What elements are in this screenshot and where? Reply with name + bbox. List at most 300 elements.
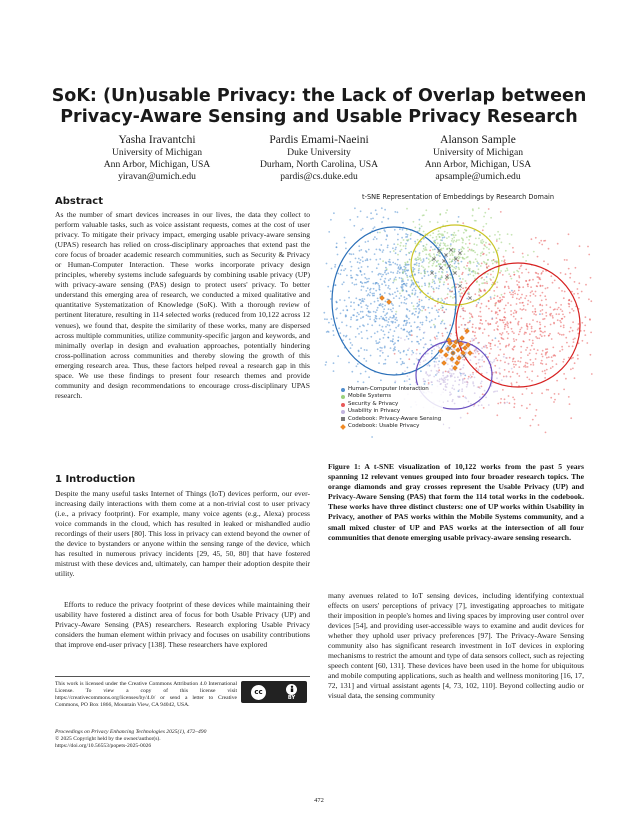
hci-point — [361, 282, 363, 284]
security-point — [533, 364, 535, 366]
security-point — [507, 325, 509, 327]
security-point — [569, 331, 571, 333]
security-point — [522, 286, 524, 288]
hci-point — [385, 239, 387, 241]
security-point — [561, 310, 563, 312]
hci-point — [368, 278, 370, 280]
hci-point — [415, 290, 417, 292]
mobile-point — [421, 225, 423, 227]
hci-point — [389, 251, 391, 253]
security-point — [583, 330, 585, 332]
hci-point — [389, 259, 391, 261]
mobile-point — [403, 245, 405, 247]
mobile-point — [496, 239, 498, 241]
security-point — [461, 292, 463, 294]
hci-point — [410, 325, 412, 327]
security-point — [504, 293, 506, 295]
mobile-point — [423, 231, 425, 233]
usability-point — [453, 388, 455, 390]
security-point — [537, 256, 539, 258]
usability-point — [478, 362, 480, 364]
security-point — [514, 399, 516, 401]
mobile-point — [452, 266, 454, 268]
security-point — [527, 328, 529, 330]
security-point — [562, 361, 564, 363]
hci-point — [388, 293, 390, 295]
hci-point — [387, 218, 389, 220]
hci-point — [410, 238, 412, 240]
security-point — [553, 401, 555, 403]
security-point — [519, 277, 521, 279]
mobile-point — [499, 234, 501, 236]
hci-point — [397, 234, 399, 236]
usability-point — [464, 396, 466, 398]
usability-point — [454, 377, 456, 379]
hci-point — [400, 295, 402, 297]
hci-point — [360, 373, 362, 375]
hci-point — [374, 332, 376, 334]
hci-point — [409, 331, 411, 333]
legend-item-usability — [341, 408, 441, 415]
security-point — [563, 334, 565, 336]
security-point — [484, 328, 486, 330]
usability-point — [505, 357, 507, 359]
hci-point — [406, 283, 408, 285]
security-point — [532, 362, 534, 364]
security-point — [530, 349, 532, 351]
hci-point — [332, 330, 334, 332]
mobile-point — [488, 252, 490, 254]
security-point — [442, 309, 444, 311]
hci-point — [383, 280, 385, 282]
paper-title-line-2: Privacy-Aware Sensing and Usable Privacy Research — [60, 107, 578, 127]
hci-point — [406, 354, 408, 356]
hci-point — [445, 256, 447, 258]
hci-point — [436, 309, 438, 311]
doi-link[interactable]: https://doi.org/10.56553/popets-2025-0026 — [55, 743, 152, 750]
usability-point — [400, 337, 402, 339]
hci-point — [365, 290, 367, 292]
security-point — [474, 335, 476, 337]
mobile-point — [402, 272, 404, 274]
hci-point — [330, 290, 332, 292]
security-point — [512, 348, 514, 350]
security-point — [510, 275, 512, 277]
mobile-point — [471, 249, 473, 251]
hci-point — [431, 353, 433, 355]
hci-point — [395, 327, 397, 329]
hci-point — [415, 308, 417, 310]
security-point — [516, 298, 518, 300]
security-point — [575, 267, 577, 269]
copyright-line: © 2025 Copyright held by the owner/author(s). — [55, 736, 161, 743]
security-point — [490, 274, 492, 276]
security-point — [582, 340, 584, 342]
hci-point — [333, 362, 335, 364]
usability-point — [484, 346, 486, 348]
author-email[interactable]: apsample@umich.edu — [435, 171, 521, 183]
security-point — [463, 310, 465, 312]
security-point — [568, 357, 570, 359]
usability-point — [452, 349, 454, 351]
security-point — [434, 305, 436, 307]
security-point — [530, 286, 532, 288]
security-point — [465, 324, 467, 326]
hci-point — [412, 289, 414, 291]
security-point — [515, 318, 517, 320]
hci-point — [402, 361, 404, 363]
hci-point — [377, 307, 379, 309]
security-point — [560, 322, 562, 324]
hci-point — [350, 275, 352, 277]
mobile-point — [484, 212, 486, 214]
author-email[interactable]: pardis@cs.duke.edu — [280, 171, 358, 183]
hci-point — [355, 297, 357, 299]
hci-point — [436, 287, 438, 289]
security-point — [481, 303, 483, 305]
hci-point — [394, 263, 396, 265]
cc-by-badge[interactable] — [241, 681, 307, 703]
usability-point — [428, 375, 430, 377]
page-number: 472 — [314, 797, 324, 804]
security-point — [506, 281, 508, 283]
security-point — [502, 274, 504, 276]
hci-point — [375, 311, 377, 313]
hci-point — [355, 279, 357, 281]
intro-heading: 1 Introduction — [55, 474, 136, 485]
usability-point — [462, 382, 464, 384]
mobile-point — [463, 290, 465, 292]
mobile-point — [454, 248, 456, 250]
security-point — [467, 413, 469, 415]
hci-point — [419, 311, 421, 313]
legend-item-mobile — [341, 393, 441, 400]
mobile-point — [410, 276, 412, 278]
security-point — [494, 344, 496, 346]
security-point — [542, 356, 544, 358]
usability-point — [419, 362, 421, 364]
hci-point — [446, 271, 448, 273]
hci-point — [429, 321, 431, 323]
hci-point — [343, 281, 345, 283]
mobile-point — [483, 226, 485, 228]
security-point — [512, 397, 514, 399]
security-point — [577, 293, 579, 295]
security-point — [522, 302, 524, 304]
hci-point — [409, 334, 411, 336]
hci-point — [385, 301, 387, 303]
hci-point — [357, 261, 359, 263]
usability-point — [461, 388, 463, 390]
mobile-point — [478, 291, 480, 293]
security-point — [446, 297, 448, 299]
security-point — [539, 304, 541, 306]
hci-point — [379, 286, 381, 288]
security-point — [544, 326, 546, 328]
hci-point — [399, 352, 401, 354]
pas-marker — [468, 296, 471, 299]
mobile-point — [436, 261, 438, 263]
security-point — [542, 285, 544, 287]
security-point — [504, 369, 506, 371]
hci-point — [414, 264, 416, 266]
security-point — [556, 313, 558, 315]
hci-point — [350, 342, 352, 344]
author-block-2 — [234, 133, 404, 184]
security-point — [504, 259, 506, 261]
usability-point — [427, 379, 429, 381]
usability-point — [478, 405, 480, 407]
mobile-point — [462, 247, 464, 249]
hci-point — [388, 285, 390, 287]
security-point — [538, 337, 540, 339]
mobile-point — [439, 245, 441, 247]
hci-point — [387, 324, 389, 326]
hci-point — [455, 261, 457, 263]
security-point — [586, 342, 588, 344]
mobile-point — [444, 231, 446, 233]
security-point — [490, 348, 492, 350]
security-point — [480, 307, 482, 309]
security-point — [521, 264, 523, 266]
security-point — [524, 371, 526, 373]
hci-point — [364, 349, 366, 351]
mobile-point — [399, 293, 401, 295]
hci-point — [414, 321, 416, 323]
security-point — [590, 277, 592, 279]
hci-point — [359, 250, 361, 252]
security-point — [512, 361, 514, 363]
hci-point — [401, 284, 403, 286]
usability-point — [481, 347, 483, 349]
security-point — [556, 309, 558, 311]
security-point — [528, 272, 530, 274]
author-block-3 — [393, 133, 563, 184]
mobile-point — [476, 244, 478, 246]
security-point — [460, 289, 462, 291]
hci-point — [461, 261, 463, 263]
security-point — [512, 358, 514, 360]
mobile-point — [479, 234, 481, 236]
security-point — [518, 298, 520, 300]
hci-point — [390, 271, 392, 273]
hci-point — [408, 318, 410, 320]
hci-point — [428, 274, 430, 276]
hci-point — [395, 295, 397, 297]
usable-privacy-marker — [438, 348, 443, 353]
hci-point — [333, 212, 335, 214]
security-point — [495, 302, 497, 304]
security-point — [566, 342, 568, 344]
mobile-point — [453, 267, 455, 269]
hci-point — [436, 335, 438, 337]
hci-point — [404, 320, 406, 322]
security-point — [535, 291, 537, 293]
security-point — [520, 357, 522, 359]
mobile-point — [483, 279, 485, 281]
mobile-point — [418, 253, 420, 255]
mobile-point — [438, 252, 440, 254]
security-point — [479, 366, 481, 368]
hci-point — [388, 279, 390, 281]
usability-point — [506, 402, 508, 404]
hci-point — [431, 286, 433, 288]
mobile-point — [448, 252, 450, 254]
security-point — [524, 332, 526, 334]
security-point — [544, 295, 546, 297]
usability-point — [463, 364, 465, 366]
usability-point — [475, 352, 477, 354]
hci-point — [486, 276, 488, 278]
figure-caption: Figure 1: A t-SNE visualization of 10,122 works from the past 5 years spanning 12 relevant venues grouped into four broader research topics. The orange diamonds and gray crosses represent the Usable Privacy (UP) and Privacy-Aware Sensing (PAS) that form the 114 total works in the codebook. These works have three distinct clusters: one of UP works within Usability in Privacy, another of PAS works within the Mobile Systems community, and a small mixed cluster of UP and PAS works at the intersection of all four communities that denote emerging usable privacy-aware sensing research. — [328, 462, 584, 542]
usability-point — [473, 405, 475, 407]
usability-point — [481, 381, 483, 383]
hci-point — [411, 350, 413, 352]
usability-point — [494, 372, 496, 374]
mobile-point — [439, 236, 441, 238]
usability-point — [472, 340, 474, 342]
hci-point — [357, 328, 359, 330]
hci-point — [392, 282, 394, 284]
security-point — [469, 312, 471, 314]
hci-point — [403, 324, 405, 326]
mobile-point — [443, 264, 445, 266]
security-point — [558, 313, 560, 315]
security-point — [541, 353, 543, 355]
hci-point — [353, 225, 355, 227]
security-point — [563, 389, 565, 391]
usability-point — [427, 353, 429, 355]
hci-point — [406, 320, 408, 322]
hci-point — [364, 273, 366, 275]
hci-point — [398, 350, 400, 352]
security-point — [552, 347, 554, 349]
hci-point — [361, 306, 363, 308]
hci-point — [411, 341, 413, 343]
hci-point — [371, 271, 373, 273]
mobile-point — [424, 273, 426, 275]
hci-point — [379, 347, 381, 349]
security-point — [518, 366, 520, 368]
usability-point — [479, 359, 481, 361]
mobile-point — [428, 284, 430, 286]
security-point — [517, 324, 519, 326]
usability-point — [442, 375, 444, 377]
mobile-point — [499, 238, 501, 240]
hci-point — [337, 273, 339, 275]
hci-point — [387, 247, 389, 249]
security-point — [496, 240, 498, 242]
mobile-point — [428, 286, 430, 288]
security-point — [496, 321, 498, 323]
hci-point — [379, 289, 381, 291]
usability-point — [407, 375, 409, 377]
paper-title — [40, 86, 598, 128]
hci-point — [428, 307, 430, 309]
security-point — [441, 333, 443, 335]
mobile-point — [446, 237, 448, 239]
security-point — [525, 309, 527, 311]
hci-point — [372, 218, 374, 220]
hci-point — [431, 350, 433, 352]
mobile-point — [459, 281, 461, 283]
usability-point — [472, 383, 474, 385]
security-point — [512, 294, 514, 296]
security-point — [539, 324, 541, 326]
mobile-point — [424, 271, 426, 273]
hci-point — [403, 350, 405, 352]
mobile-point — [478, 268, 480, 270]
security-point — [517, 360, 519, 362]
mobile-point — [509, 243, 511, 245]
hci-point — [332, 324, 334, 326]
legend-item-security — [341, 401, 441, 408]
security-point — [521, 272, 523, 274]
hci-point — [400, 286, 402, 288]
hci-point — [376, 213, 378, 215]
hci-point — [414, 314, 416, 316]
hci-point — [394, 342, 396, 344]
mobile-point — [527, 254, 529, 256]
hci-point — [386, 234, 388, 236]
hci-point — [458, 216, 460, 218]
security-point — [522, 393, 524, 395]
author-email[interactable]: yiravan@umich.edu — [118, 171, 196, 183]
mobile-point — [482, 239, 484, 241]
legend-swatch — [341, 410, 345, 414]
security-point — [476, 304, 478, 306]
mobile-point — [470, 235, 472, 237]
security-point — [565, 337, 567, 339]
mobile-point — [403, 239, 405, 241]
mobile-point — [462, 278, 464, 280]
hci-point — [365, 260, 367, 262]
security-point — [518, 321, 520, 323]
security-point — [572, 330, 574, 332]
security-point — [565, 273, 567, 275]
hci-point — [353, 253, 355, 255]
usability-point — [446, 386, 448, 388]
security-point — [446, 279, 448, 281]
mobile-point — [430, 235, 432, 237]
mobile-point — [379, 232, 381, 234]
mobile-point — [425, 254, 427, 256]
mobile-point — [426, 244, 428, 246]
hci-point — [421, 324, 423, 326]
mobile-point — [450, 277, 452, 279]
mobile-point — [464, 253, 466, 255]
security-point — [504, 287, 506, 289]
usability-point — [460, 368, 462, 370]
hci-point — [421, 277, 423, 279]
hci-point — [414, 294, 416, 296]
legend-swatch — [341, 417, 345, 421]
mobile-point — [473, 275, 475, 277]
usability-point — [503, 356, 505, 358]
hci-point — [406, 290, 408, 292]
security-point — [504, 319, 506, 321]
security-point — [498, 340, 500, 342]
security-point — [522, 253, 524, 255]
security-point — [488, 265, 490, 267]
security-point — [573, 339, 575, 341]
security-point — [528, 280, 530, 282]
security-point — [530, 292, 532, 294]
security-point — [435, 338, 437, 340]
hci-point — [417, 296, 419, 298]
security-point — [550, 315, 552, 317]
security-point — [570, 417, 572, 419]
